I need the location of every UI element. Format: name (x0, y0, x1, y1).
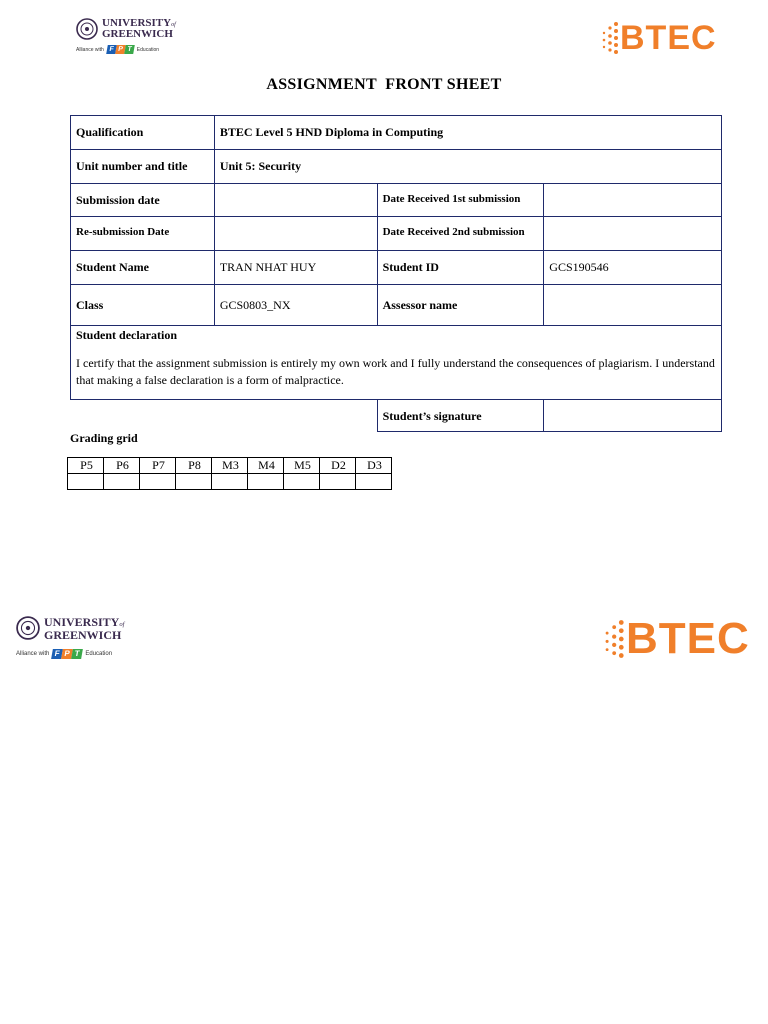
grade-header: M4 (248, 458, 284, 474)
resubmission-value (214, 217, 377, 251)
student-id-label: Student ID (377, 251, 544, 285)
declaration-text: I certify that the assignment submission is entirely my own work and I fully understand the consequences of plagiarism. I understand that making a false declaration is a form of malpractice. (76, 356, 715, 387)
row-declaration (71, 326, 722, 400)
grade-value (356, 474, 392, 490)
submission-date-value (214, 184, 377, 217)
grade-value (176, 474, 212, 490)
row-submission (71, 184, 722, 217)
grade-value (320, 474, 356, 490)
front-sheet-table (70, 115, 722, 432)
signature-spacer (71, 400, 378, 432)
unit-value: Unit 5: Security (214, 150, 721, 184)
fpt-logo-icon: F P T (107, 45, 134, 54)
grade-value (284, 474, 320, 490)
grade-value (68, 474, 104, 490)
date-received-2-value (544, 217, 722, 251)
date-received-1-value (544, 184, 722, 217)
grade-header: D3 (356, 458, 392, 474)
grade-header: D2 (320, 458, 356, 474)
grading-header-row (68, 458, 392, 474)
signature-value (544, 400, 722, 432)
unit-label: Unit number and title (71, 150, 215, 184)
alliance-with-fpt: Alliance with F P T Education (16, 648, 113, 658)
grading-grid-label: Grading grid (70, 431, 138, 445)
grade-header: M5 (284, 458, 320, 474)
university-seal-icon (76, 18, 98, 40)
declaration-title: Student declaration (76, 328, 178, 342)
university-name: UNIVERSITYof GREENWICH (44, 615, 125, 642)
grade-value (248, 474, 284, 490)
grade-header: P5 (68, 458, 104, 474)
qualification-label: Qualification (71, 116, 215, 150)
student-id-value: GCS190546 (544, 251, 722, 285)
btec-logo-bottom: BTEC (600, 614, 750, 664)
grade-value (104, 474, 140, 490)
university-logo-top (76, 18, 176, 54)
alliance-with-fpt: Alliance with F P T Education (76, 46, 160, 53)
grading-value-row (68, 474, 392, 490)
row-signature (71, 400, 722, 432)
date-received-1-label: Date Received 1st submission (377, 184, 544, 217)
class-value: GCS0803_NX (214, 285, 377, 326)
grade-value (140, 474, 176, 490)
resubmission-label: Re-submission Date (71, 217, 215, 251)
btec-dots-icon (598, 20, 620, 56)
grade-header: P6 (104, 458, 140, 474)
declaration-cell (71, 326, 722, 400)
fpt-logo-icon: F P T (52, 649, 82, 659)
row-student (71, 251, 722, 285)
university-logo-bottom (16, 616, 125, 659)
row-class (71, 285, 722, 326)
submission-date-label: Submission date (71, 184, 215, 217)
qualification-value: BTEC Level 5 HND Diploma in Computing (214, 116, 721, 150)
student-name-label: Student Name (71, 251, 215, 285)
row-unit (71, 150, 722, 184)
date-received-2-label: Date Received 2nd submission (377, 217, 544, 251)
grade-header: M3 (212, 458, 248, 474)
grade-header: P7 (140, 458, 176, 474)
btec-dots-icon (600, 614, 626, 664)
row-resubmission (71, 217, 722, 251)
assessor-label: Assessor name (377, 285, 544, 326)
student-name-value: TRAN NHAT HUY (214, 251, 377, 285)
university-name: UNIVERSITYof GREENWICH (102, 17, 176, 40)
grade-value (212, 474, 248, 490)
grading-grid (67, 457, 392, 490)
university-seal-icon (16, 616, 40, 640)
assessor-value (544, 285, 722, 326)
row-qualification (71, 116, 722, 150)
page-title: ASSIGNMENT FRONT SHEET (266, 76, 502, 93)
signature-label: Student’s signature (377, 400, 544, 432)
class-label: Class (71, 285, 215, 326)
grade-header: P8 (176, 458, 212, 474)
btec-logo-top: BTEC (598, 20, 717, 56)
